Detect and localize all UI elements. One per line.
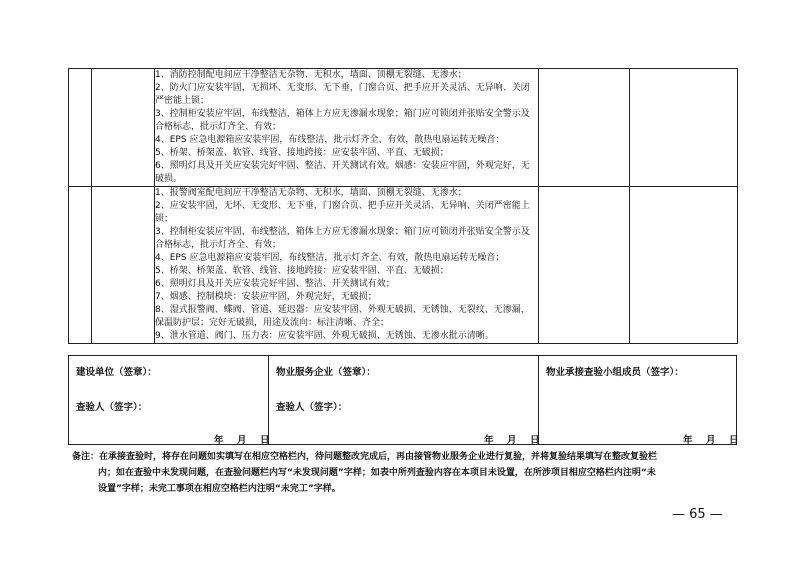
table-row: [69, 69, 738, 187]
date-label: 年 月 日: [214, 435, 272, 446]
table-cell-blank: [69, 187, 92, 344]
list-item: 1、消防控制配电间应干净整洁无杂物、无积水，墙面、顶棚无裂缝、无渗水；: [155, 70, 467, 80]
recheck-cell[interactable]: [630, 187, 738, 344]
list-item: 2、应安装牢固，无坏、无变形、无下垂，门窗合页、把手应开关灵活、无异响、关闭严密能上锁；: [155, 201, 530, 224]
page-number: — 65 —: [672, 507, 723, 522]
recheck-cell[interactable]: [630, 69, 738, 187]
remarks-line: 备注：在承接查验时，将存在问题如实填写在相应空格栏内，待问题整改完成后，再由接管物业服务企业进行复验，并将复验结果填写在整改复验栏: [72, 452, 658, 462]
list-item: 3、控制柜安装应牢固，布线整洁，箱体上方应无渗漏水现象；箱门应可锁闭并张贴安全警示及合格标志，批示灯齐全、有效；: [155, 109, 530, 132]
issue-cell[interactable]: [539, 69, 630, 187]
list-item: 7、烟感、控制模块：安装应牢固，外观完好，无破损；: [155, 292, 377, 302]
list-item: 3、控制柜安装应牢固，布线整洁，箱体上方应无渗漏水现象；箱门应可锁闭并张贴安全警示及合格标志，批示灯齐全、有效；: [155, 227, 530, 250]
list-item: 9、泄水管道、阀门、压力表：应安装牢固、外观无破损、无锈蚀、无渗水批示清晰。: [155, 331, 494, 341]
table-cell-blank: [69, 69, 92, 187]
table-cell-blank: [92, 69, 155, 187]
list-item: 5、桥架、桥架盖、软管、线管、接地跨接：应安装牢固、平直、无破损；: [155, 266, 449, 276]
section2-items: [155, 187, 539, 344]
construction-unit-label: 建设单位（签章）：: [76, 367, 157, 378]
property-company-label: 物业服务企业（签章）：: [276, 367, 376, 378]
list-item: 6、照明灯具及开关应安装完好牢固、整洁、开关测试有效。烟感：安装应牢固，外观完好，无破损。: [155, 161, 530, 184]
inspection-table: [68, 68, 738, 344]
list-item: 5、桥架、桥架盖、软管、线管、接地跨接：应安装牢固、平直、无破损；: [155, 148, 449, 158]
remarks-note: [72, 449, 742, 497]
list-item: 2、防火门应安装牢固，无损坏、无变形、无下垂，门窗合页、把手应开关灵活、无异响、关闭严密能上锁；: [155, 83, 530, 106]
remarks-line: 设置”字样；未完工事项在相应空格栏内注明“未完工”字样。: [98, 484, 341, 494]
date-label: 年 月 日: [484, 435, 542, 446]
list-item: 4、EPS 应急电源箱应安装牢固，布线整洁，批示灯齐全、有效，散热电扇运转无噪音；: [155, 253, 505, 263]
date-label: 年 月 日: [683, 435, 741, 446]
list-item: 8、湿式报警阀、蝶阀、管道、延迟器：应安装牢固、外观无破损、无锈蚀、无裂纹、无渗漏，保温防护层；完好无破损，用途及流向：标注清晰、齐全；: [155, 305, 530, 328]
list-item: 4、EPS 应急电源箱应安装牢固，布线整洁，批示灯齐全、有效，散热电扇运转无噪音；: [155, 135, 505, 145]
inspection-group-label: 物业承接查验小组成员（签字）：: [546, 367, 684, 378]
table-row: [69, 187, 738, 344]
inspector-label: 查验人（签字）：: [76, 402, 148, 413]
section1-items: [155, 69, 539, 187]
issue-cell[interactable]: [539, 187, 630, 344]
remarks-line: 内；如在查验中未发现问题，在查验问题栏内写“未发现问题”字样；如表中所列查验内容在本项目未设置，在所涉项目相应空格栏内注明“未: [98, 468, 656, 478]
table-cell-blank: [92, 187, 155, 344]
inspector-label: 查验人（签字）：: [276, 402, 348, 413]
list-item: 1、报警阀室配电间应干净整洁无杂物、无积水，墙面、顶棚无裂缝、无渗水；: [155, 188, 467, 198]
list-item: 6、照明灯具及开关应安装完好牢固、整洁、开关测试有效；: [155, 279, 395, 289]
